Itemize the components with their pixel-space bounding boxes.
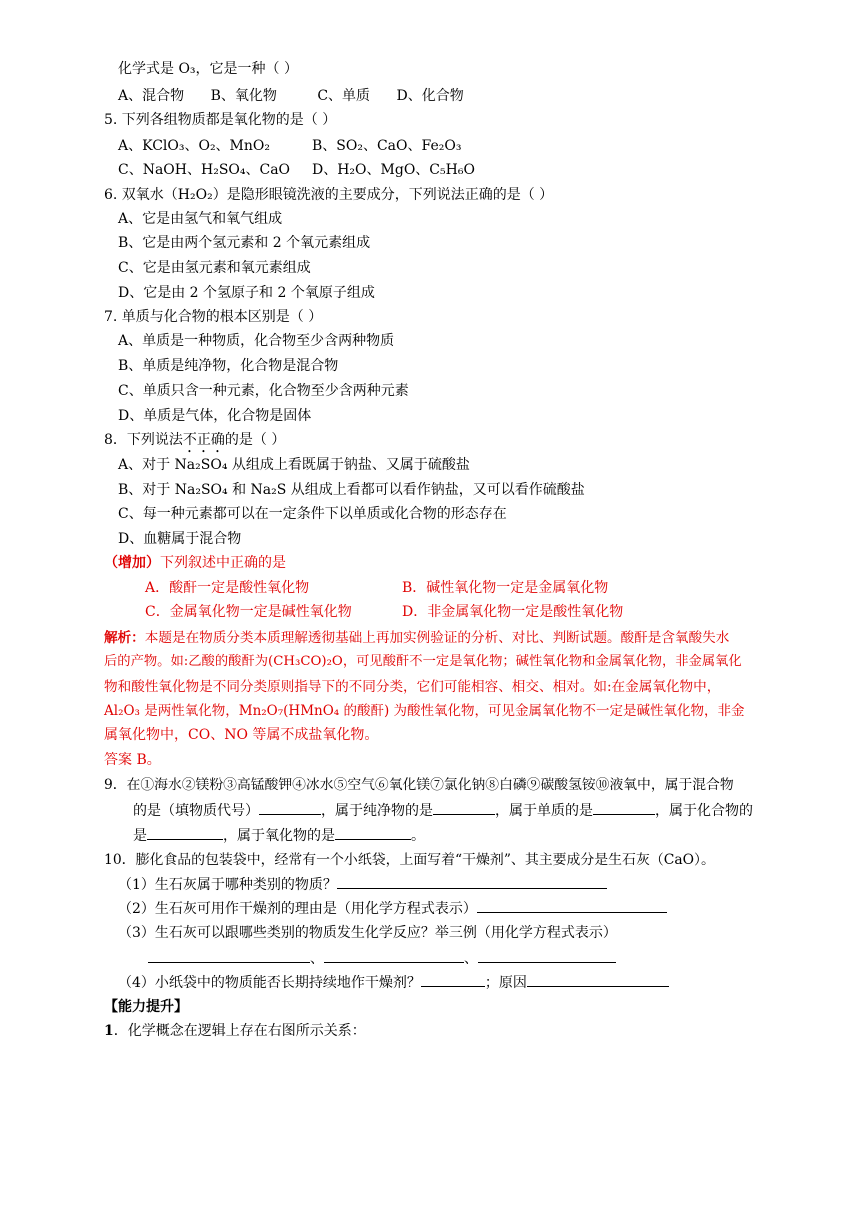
- blank-mixture[interactable]: [259, 800, 321, 815]
- question-10-part-1: （1）生石灰属于哪种类别的物质？: [118, 874, 607, 895]
- question-10-part-4: （4）小纸袋中的物质能否长期持续地作干燥剂？ ；原因: [118, 972, 669, 993]
- question-7-stem: 7. 单质与化合物的根本区别是（ ）: [104, 309, 323, 325]
- analysis-tag: 解析：: [104, 630, 145, 646]
- question-6-option-c: C、它是由氢元素和氧元素组成: [118, 260, 311, 276]
- option-c: C、单质: [317, 88, 371, 104]
- question-5-option-c: C、NaOH、H₂SO₄、CaO: [118, 162, 291, 178]
- question-9-line-3: 是 ，属于氧化物的是 。: [133, 825, 425, 846]
- question-8-option-d: D、血糖属于混合物: [118, 531, 242, 547]
- blank-element[interactable]: [593, 800, 655, 815]
- question-10-part-2: （2）生石灰可用作干燥剂的理由是（用化学方程式表示）: [118, 898, 667, 919]
- question-5-option-d: D、H₂O、MgO、C₅H₆O: [312, 162, 475, 178]
- question-5-option-a: A、KClO₃、O₂、MnO₂: [118, 138, 271, 154]
- blank-10-4-b[interactable]: [527, 972, 669, 987]
- analysis-line-4: Al₂O₃ 是两性氧化物，Mn₂O₇(HMnO₄ 的酸酐) 为酸性氧化物，可见金属氧化物不一定是碱性氧化物，非金: [104, 703, 745, 719]
- option-d: D、化合物: [396, 88, 464, 104]
- question-10-stem: 10．膨化食品的包装袋中，经常有一个小纸袋，上面写着“干燥剂”、其主要成分是生石灰（CaO）。: [104, 852, 715, 868]
- question-8-option-a: A、对于 Na₂SO₄ 从组成上看既属于钠盐、又属于硫酸盐: [118, 457, 470, 473]
- added-tag: （增加）: [104, 555, 160, 571]
- question-7-option-a: A、单质是一种物质，化合物至少含两种物质: [118, 333, 395, 349]
- question-9-line-1: 9．在①海水②镁粉③高锰酸钾④冰水⑤空气⑥氧化镁⑦氯化钠⑧白磷⑨碳酸氢铵⑩液氧中，属于混合物: [104, 777, 734, 793]
- blank-10-4-a[interactable]: [421, 972, 485, 987]
- analysis-line-3: 物和酸性氧化物是不同分类原则指导下的不同分类，它们可能相容、相交、相对。如:在金属氧化物中，: [104, 679, 721, 695]
- added-option-d: D．非金属氧化物一定是酸性氧化物: [402, 604, 624, 620]
- question-8-option-c: C、每一种元素都可以在一定条件下以单质或化合物的形态存在: [118, 506, 507, 522]
- question-9-line-2: 的是（填物质代号） ，属于纯净物的是 ，属于单质的是 ，属于化合物的: [133, 800, 753, 821]
- blank-10-3-c[interactable]: [478, 948, 616, 963]
- answer-line: 答案 B。: [104, 752, 161, 768]
- blank-10-1[interactable]: [337, 874, 607, 889]
- practice-question-1: 1．化学概念在逻辑上存在右图所示关系：: [104, 1023, 366, 1039]
- added-option-b: B．碱性氧化物一定是金属氧化物: [402, 580, 609, 596]
- analysis-line-5: 属氧化物中，CO、NO 等属不成盐氧化物。: [104, 727, 379, 743]
- added-option-c: C．金属氧化物一定是碱性氧化物: [145, 604, 352, 620]
- question-6-option-a: A、它是由氢气和氧气组成: [118, 211, 283, 227]
- question-6-option-b: B、它是由两个氢元素和 2 个氧元素组成: [118, 235, 371, 251]
- analysis-line-2: 后的产物。如:乙酸的酸酐为(CH₃CO)₂O，可见酸酐不一定是氧化物；碱性氧化物和金属氧化物，非金属氧化: [104, 654, 742, 669]
- section-heading-ability: 【能力提升】: [104, 999, 188, 1015]
- blank-oxide[interactable]: [335, 825, 411, 840]
- question-4-options: [118, 86, 464, 106]
- question-5-option-b: B、SO₂、CaO、Fe₂O₃: [312, 138, 462, 154]
- blank-compound[interactable]: [147, 825, 223, 840]
- emphasis-not-correct: 不正确: [182, 432, 225, 448]
- question-6-stem: 6. 双氧水（H₂O₂）是隐形眼镜洗液的主要成分，下列说法正确的是（ ）: [104, 187, 554, 203]
- question-10-part-3: （3）生石灰可以跟哪些类别的物质发生化学反应？举三例（用化学方程式表示）: [118, 925, 617, 941]
- blank-10-3-a[interactable]: [148, 948, 310, 963]
- question-5-stem: 5. 下列各组物质都是氧化物的是（ ）: [104, 112, 337, 128]
- analysis-line-1: 解析：本题是在物质分类本质理解透彻基础上再加实例验证的分析、对比、判断试题。酸酐是含氧酸失水: [104, 630, 730, 646]
- option-b: B、氧化物: [210, 88, 277, 104]
- question-6-option-d: D、它是由 2 个氢原子和 2 个氧原子组成: [118, 285, 375, 301]
- option-a: A、混合物: [118, 88, 185, 104]
- blank-10-2[interactable]: [477, 898, 667, 913]
- question-8-option-b: B、对于 Na₂SO₄ 和 Na₂S 从组成上看都可以看作钠盐，又可以看作硫酸盐: [118, 482, 585, 498]
- added-option-a: A．酸酐一定是酸性氧化物: [145, 580, 310, 596]
- blank-10-3-b[interactable]: [324, 948, 464, 963]
- blank-pure-substance[interactable]: [433, 800, 495, 815]
- question-4-stem-tail: 化学式是 O₃，它是一种（ ）: [118, 61, 298, 77]
- question-10-part-3-blanks: 、 、: [148, 948, 616, 969]
- question-7-option-d: D、单质是气体，化合物是固体: [118, 408, 312, 424]
- question-7-option-c: C、单质只含一种元素，化合物至少含两种元素: [118, 383, 409, 399]
- question-7-option-b: B、单质是纯净物，化合物是混合物: [118, 358, 339, 374]
- added-question-stem: （增加）下列叙述中正确的是: [104, 555, 286, 571]
- question-8-stem: 8．下列说法不正确的是（ ）: [104, 432, 286, 448]
